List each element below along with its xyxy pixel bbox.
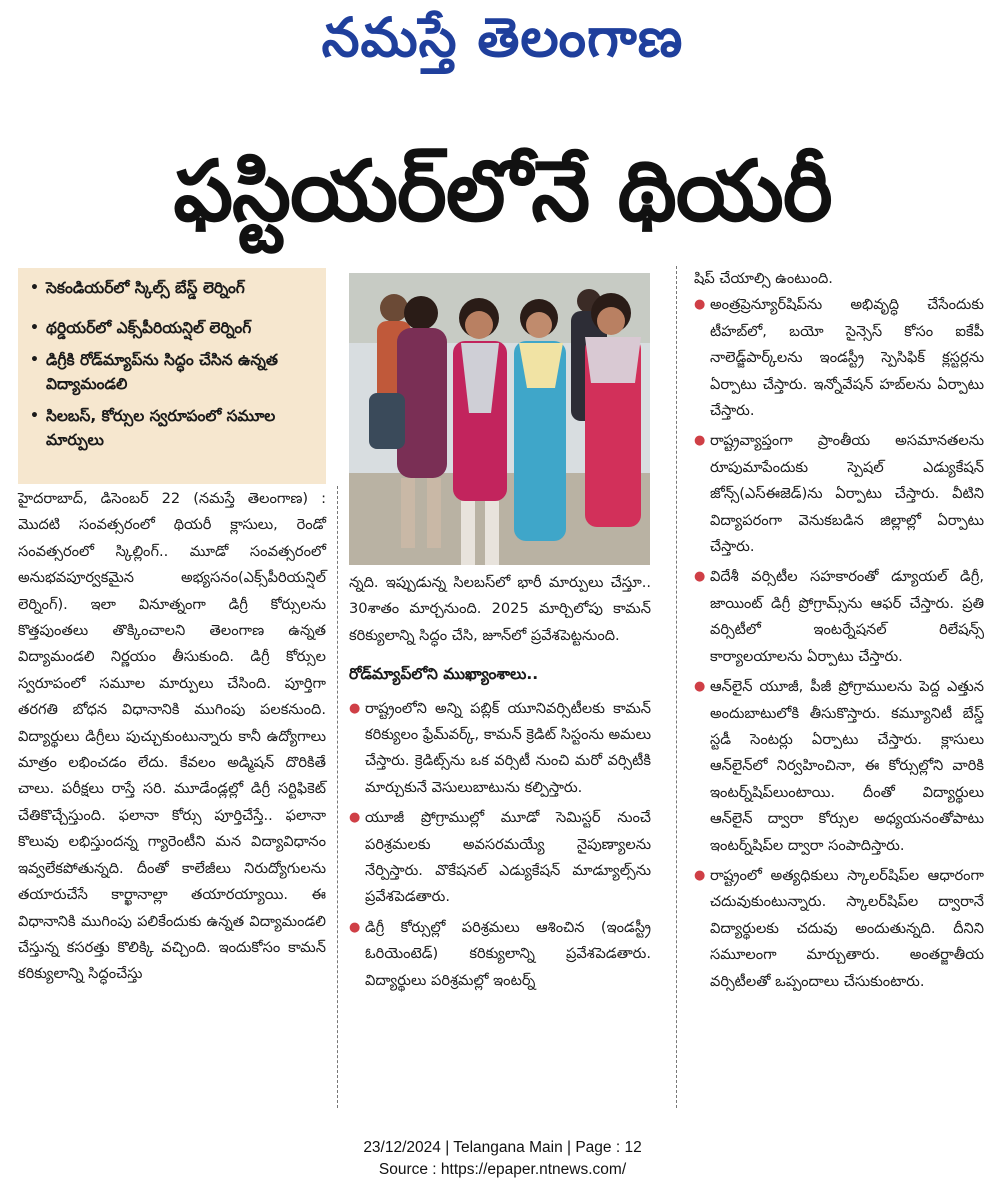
footer-source: Source : https://epaper.ntnews.com/	[378, 1161, 627, 1178]
bullet-icon: ●	[694, 569, 706, 585]
bullet-icon: •	[30, 280, 39, 296]
article-paragraph: హైదరాబాద్‌, డిసెంబర్‌ 22 (నమస్తే తెలంగాణ) : మొదటి సంవత్సరంలో థియరీ క్లాసులు, రెండో సంవత్సరంలో స్కిల్లింగ్‌.. మూడో సంవత్సరంలో అనుభవపూర్వకమైన అభ్యసనం(ఎక్స్‌పీరియన్షిల్‌ లెర్నింగ్‌). ఇలా వినూత్నంగా డిగ్రీ కోర్సులను కొత్తపుంతలు తొక్కించాలని తెలంగాణ ఉన్నత విద్యామండలి నిర్ణయం తీసుకుంది. డిగ్రీ కోర్సుల స్వరూపంలో సమూల మార్పులు చేసింది. పూర్తిగా తరగతి బోధన విధానానికి ముగింపు పలకనుంది. విద్యార్థులు డిగ్రీలు పుచ్చుకుంటున్నారు కానీ ఉద్యోగాలు మాత్రం లభించడం లేదు. కేవలం అడ్మిషన్‌ దొరికితే చాలు. పరీక్షలు రాస్తే సరి. మూడేండ్లల్లో డిగ్రీ సర్టిఫికెట్‌ చేతికొచ్చేస్తుంది. ఫలానా కోర్సు పూర్తిచేస్తే.. ఫలానా కొలువు లభిస్తుందన్న గ్యారెంటీని మన విద్యావిధానం ఇవ్వలేకపోతున్నది. దీంతో కాలేజీలు నిరుద్యోగులను తయారుచేసే కార్ఖానాల్లా తయారయ్యాయి. ఈ విధానానికి ముగింపు పలికేందుకు ఉన్నత విద్యామండలి చేస్తున్న కసరత్తు కొలిక్కి వచ్చింది. ఇందుకోసం కామన్‌ కరిక్యులాన్ని సిద్ధంచేస్తు	[18, 490, 326, 983]
bullet-icon: ●	[349, 919, 361, 935]
list-item: ● డిగ్రీ కోర్సుల్లో పరిశ్రమలు ఆశించిన (ఇండస్ట్రీ ఓరియెంటెడ్‌) కరిక్యులాన్ని ప్రవేశపెడతారు. విద్యార్థులు పరిశ్రమల్లో ఇంటర్న్‌	[349, 915, 651, 994]
list-item: ● అంత్రప్రెన్యూర్‌షిప్‌ను అభివృద్ధి చేసేందుకు టీహబ్‌లో, బయో సైన్సెస్‌ కోసం ఐకేపీ నాలెడ్జ్‌పార్క్‌లను ఇండస్ట్రీ స్పెసిఫిక్‌ క్లస్టర్లను ఏర్పాటు చేస్తారు. ఇన్నోవేషన్‌ హబ్‌లను ఏర్పాటు చేస్తారు.	[694, 292, 984, 424]
students-photo-illustration	[349, 273, 650, 565]
column-divider	[337, 486, 338, 1108]
list-item: ● విదేశీ వర్సిటీల సహకారంతో డ్యూయల్‌ డిగ్రీ, జాయింట్‌ డిగ్రీ ప్రోగ్రామ్స్‌ను ఆఫర్‌ చేస్తారు. ప్రతి వర్సిటీలో ఇంటర్నేషనల్‌ రిలేషన్స్‌ కార్యాలయాలను ఏర్పాటు చేస్తారు.	[694, 564, 984, 670]
bullet-icon: ●	[694, 433, 706, 449]
list-item: ● రాష్ట్రంలో అత్యధికులు స్కాలర్‌షిప్‌ల ఆధారంగా చదువుకుంటున్నారు. స్కాలర్‌షిప్‌ల ద్వారానే విద్యార్థులకు చదువు అందుతున్నది. దీనిని సమూలంగా మార్చుతారు. అంతర్జాతీయ వర్సిటీలతో ఒప్పందాలు చేసుకుంటారు.	[694, 863, 984, 995]
article-photo	[349, 273, 650, 565]
list-item: ● రాష్ట్రవ్యాప్తంగా ప్రాంతీయ అసమానతలను రూపుమాపేందుకు స్పెషల్‌ ఎడ్యుకేషన్‌ జోన్స్‌(ఎస్‌ఈజెడ్‌)ను ఏర్పాటు చేస్తారు. వీటిని విద్యాపరంగా వెనుకబడిన జిల్లాల్లో ఏర్పాటు చేస్తారు.	[694, 428, 984, 560]
newspaper-masthead: నమస్తే తెలంగాణ	[321, 6, 684, 69]
bullet-icon: •	[30, 320, 39, 336]
article-column-3	[694, 266, 984, 999]
bullet-icon: ●	[694, 297, 706, 313]
bullet-icon: ●	[694, 867, 706, 883]
highlight-item: • థర్డియర్‌లో ఎక్స్‌పీరియన్షిల్‌ లెర్నింగ్‌	[30, 316, 318, 340]
bullet-icon: ●	[349, 700, 361, 716]
bullet-icon: ●	[349, 810, 361, 826]
list-item: ● రాష్ట్రంలోని అన్ని పబ్లిక్‌ యూనివర్సిటీలకు కామన్‌ కరిక్యులం ఫ్రేమ్‌వర్క్‌, కామన్‌ క్రెడిట్‌ సిస్టంను అమలు చేస్తారు. క్రెడిట్స్‌ను ఒక వర్సిటీ నుంచి మరో వర్సిటీకి మార్చుకునే వెసులుబాటును కల్పిస్తారు.	[349, 696, 651, 802]
article-column-2	[349, 570, 651, 998]
bullet-icon: •	[30, 408, 39, 424]
bullet-icon: ●	[694, 679, 706, 695]
column-divider	[676, 266, 677, 1108]
article-paragraph: షిప్‌ చేయాల్సి ఉంటుంది.	[694, 270, 833, 287]
article-headline: ఫస్టియర్‌లోనే థియరీ	[173, 142, 832, 240]
footer-date-page: 23/12/2024 | Telangana Main | Page : 12	[363, 1139, 642, 1156]
highlight-item: • సిలబస్‌, కోర్సుల స్వరూపంలో సమూల మార్పులు	[30, 404, 318, 452]
highlights-box	[18, 268, 326, 484]
article-column-1	[18, 486, 326, 988]
highlight-item: • డిగ్రీకి రోడ్‌మ్యాప్‌ను సిద్ధం చేసిన ఉన్నత విద్యామండలి	[30, 348, 318, 396]
bullet-icon: •	[30, 352, 39, 368]
list-item: ● ఆన్‌లైన్‌ యూజీ, పీజీ ప్రోగ్రాములను పెద్ద ఎత్తున అందుబాటులోకి తీసుకొస్తారు. కమ్యూనిటీ బేస్డ్‌ స్టడీ సెంటర్లు ఏర్పాటు చేస్తారు. క్లాసులు ఆన్‌లైన్‌లో నిర్వహించినా, ఈ కోర్సుల్లోని వారికి ఇంటర్న్‌షిప్‌లుంటాయి. దీంతో విద్యార్థులు ఆన్‌లైన్‌ ద్వారా కోర్సుల అధ్యయనంతోపాటు ఇంటర్న్‌షిప్‌ల ద్వారా సంపాదిస్తారు.	[694, 674, 984, 859]
article-paragraph: న్నది. ఇప్పుడున్న సిలబస్‌లో భారీ మార్పులు చేస్తూ.. 30శాతం మార్చనుంది. 2025 మార్చిలోపు కామన్‌ కరిక్యులాన్ని సిద్ధం చేసి, జూన్‌లో ప్రవేశపెట్టనుంది.	[349, 574, 651, 644]
list-item: ● యూజీ ప్రోగ్రాముల్లో మూడో సెమిస్టర్‌ నుంచే పరిశ్రమలకు అవసరమయ్యే నైపుణ్యాలను నేర్పిస్తారు. వొకేషనల్‌ ఎడ్యుకేషన్‌ మాడ్యూల్స్‌ను ప్రవేశపెడతారు.	[349, 805, 651, 911]
highlight-item: • సెకండియర్‌లో స్కిల్స్‌ బేస్డ్‌ లెర్నింగ్‌	[30, 276, 318, 300]
roadmap-subheading: రోడ్‌మ్యాప్‌లోని ముఖ్యాంశాలు..	[349, 665, 539, 684]
